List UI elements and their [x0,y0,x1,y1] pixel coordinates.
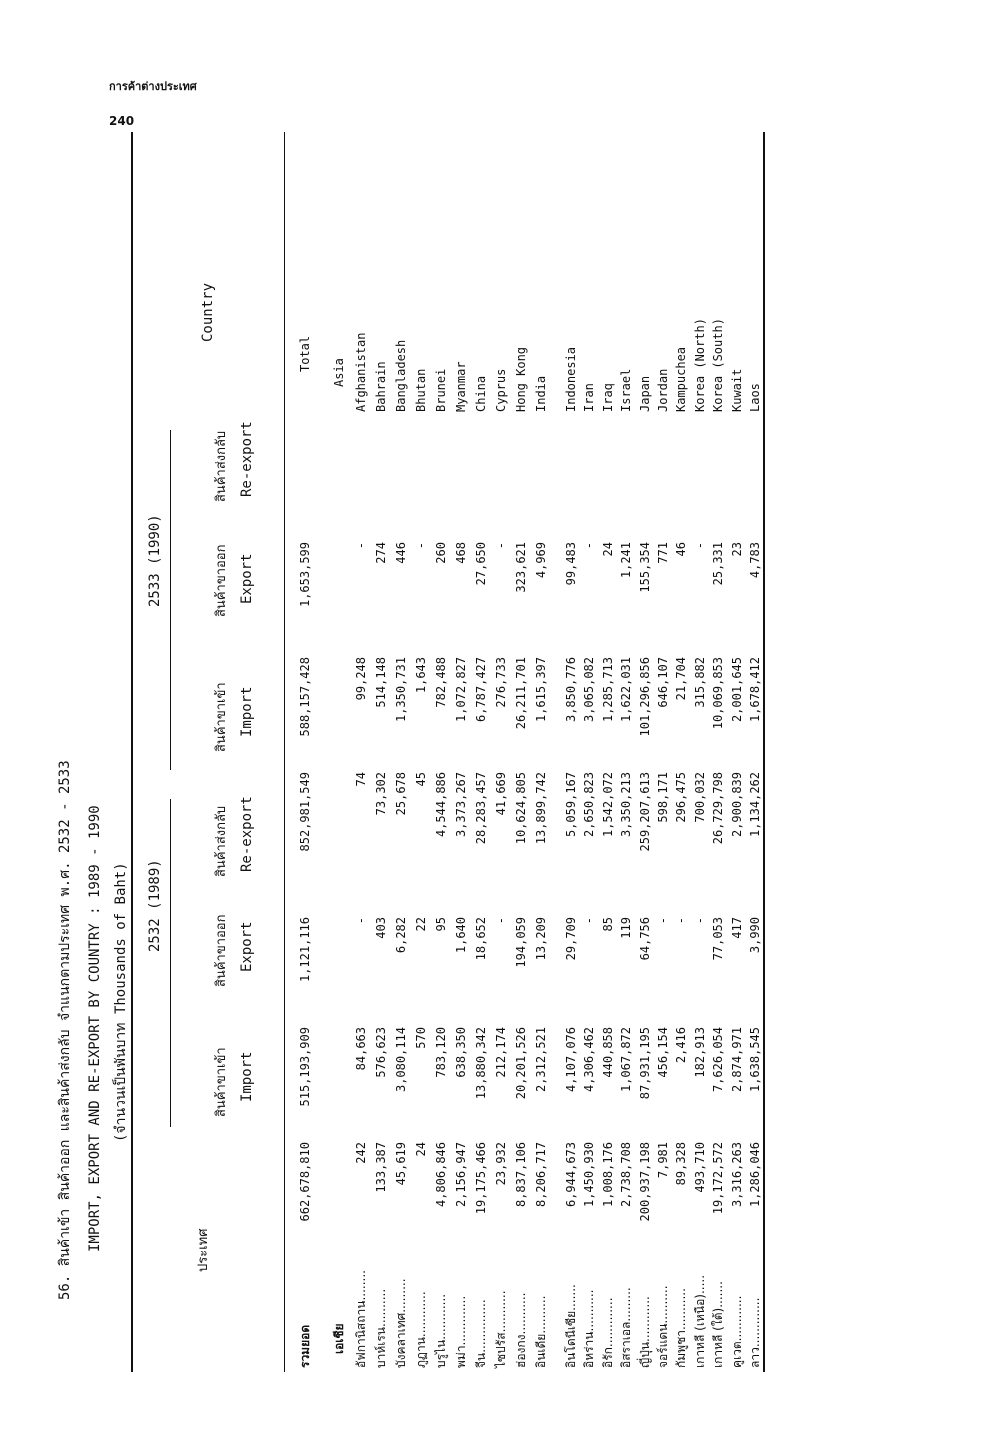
table-cell: 646,107 [656,657,670,708]
table-cell: 4,969 [534,542,548,579]
table-cell: 155,354 [637,542,652,593]
table-cell: - [414,542,428,550]
table-cell: 41,669 [494,772,508,816]
table-cell: 13,899,742 [534,772,548,845]
table-cell: 2,001,645 [729,657,744,723]
table-cell: 782,488 [434,657,448,708]
table-unit-note: (จำนวนเป็นพันบาท Thousands of Baht) [113,862,129,1142]
table-cell: 28,283,457 [474,772,488,845]
table-cell: 2,900,839 [729,772,744,838]
table-cell: 6,282 [394,917,408,954]
table-cell: 3,373,267 [454,772,468,838]
table-cell: - [582,542,597,550]
table-cell: 4,306,462 [582,1027,597,1093]
table-cell: 20,201,526 [514,1027,528,1100]
table-cell: 3,350,213 [619,772,634,838]
table-cell: 515,193,909 [298,1027,312,1107]
table-cell: 1,638,545 [748,1027,762,1093]
table-cell: 1,285,713 [600,657,615,723]
country-name-thai: จีน.............. [474,1299,488,1368]
country-name-thai: ลาว............. [748,1297,762,1368]
table-cell: 19,172,572 [711,1142,726,1215]
table-cell: 84,663 [354,1027,368,1071]
table-cell: 403 [374,917,388,939]
table-cell: 6,787,427 [474,657,488,723]
table-cell: 260 [434,542,448,564]
table-cell: 7,626,054 [711,1027,726,1093]
table-cell: 25,331 [711,542,726,586]
table-cell: 2,650,823 [582,772,597,838]
export-1990-thai: สินค้าขาออก [214,544,229,617]
country-name-english: Kuwait [729,368,744,412]
table-cell: 24 [600,542,615,557]
country-name-thai: ญี่ปุ่น............ [637,1296,652,1368]
table-cell: 87,931,195 [637,1027,652,1100]
table-cell: - [656,917,670,925]
table-cell: - [354,542,368,550]
table-cell: 638,350 [454,1027,468,1078]
table-cell: 26,729,798 [711,772,726,845]
country-name-thai: เอเชีย [332,1323,346,1354]
year-1989-header: 2532 (1989) [147,859,163,952]
reexport-1989-en: Re-export [239,796,255,872]
table-cell: 315,882 [692,657,707,708]
table-cell: - [494,917,508,925]
table-cell: 89,328 [674,1142,689,1186]
table-cell: 24 [414,1142,428,1157]
table-cell: 1,640 [454,917,468,954]
country-name-thai: ภูฏาน............ [414,1291,428,1368]
table-cell: 46 [674,542,689,557]
country-name-thai: ฮ่องกง........... [514,1292,528,1368]
country-name-english: Bahrain [374,361,388,412]
table-cell: 19,175,466 [474,1142,488,1215]
table-cell: - [692,542,707,550]
country-name-thai: ไซปรัส........... [494,1290,508,1368]
table-cell: 4,544,886 [434,772,448,838]
table-cell: 22 [414,917,428,932]
table-cell: 45 [414,772,428,787]
export-1990-en: Export [239,553,255,604]
country-name-english: Bhutan [414,368,428,412]
table-cell: 1,643 [414,657,428,694]
export-1989-thai: สินค้าขาออก [214,914,229,987]
country-name-thai: บาห์เรน.......... [374,1288,388,1368]
table-cell: 570 [414,1027,428,1049]
table-cell: - [354,917,368,925]
table-cell: 242 [354,1142,368,1164]
table-cell: 446 [394,542,408,564]
country-name-english: Bangladesh [394,339,408,412]
table-cell: 440,858 [600,1027,615,1078]
table-cell: 18,652 [474,917,488,961]
table-cell: 10,069,853 [711,657,726,730]
year-1990-rule [170,430,171,770]
table-cell: 1,286,046 [748,1142,762,1208]
country-name-thai: รวมยอด [298,1324,312,1368]
table-cell: 2,874,971 [729,1027,744,1093]
country-name-english: Afghanistan [354,332,368,412]
table-cell: 74 [354,772,368,787]
table-cell: 1,121,116 [298,917,312,983]
table-title-english: IMPORT, EXPORT AND RE-EXPORT BY COUNTRY : 1989 - 1990 [87,805,103,1252]
table-cell: 468 [454,542,468,564]
table-cell: 274 [374,542,388,564]
table-cell: 1,008,176 [600,1142,615,1208]
country-name-english: Kampuchea [674,346,689,412]
import-1990-en: Import [239,686,255,737]
table-cell: 1,615,397 [534,657,548,723]
table-cell: 1,134,262 [748,772,762,838]
country-name-thai: อัฟกานิสถาน........ [354,1270,368,1368]
reexport-1989-thai: สินค้าส่งกลับ [214,805,229,877]
table-cell: 99,483 [564,542,578,586]
country-name-thai: อิสราเอล......... [619,1287,634,1368]
table-cell: 3,065,082 [582,657,597,723]
table-cell: 588,157,428 [298,657,312,737]
table-cell: 133,387 [374,1142,388,1193]
table-cell: 852,981,549 [298,772,312,852]
country-name-thai: กัมพูชา........... [674,1288,689,1368]
country-name-english: Japan [637,375,652,412]
table-cell: 13,209 [534,917,548,961]
country-name-thai: เกาหลี (เหนือ)..... [692,1274,707,1368]
table-cell: 1,067,872 [619,1027,634,1093]
country-name-english: Jordan [656,368,670,412]
country-name-thai: อิรัก............. [600,1297,615,1368]
country-name-english: Israel [619,368,634,412]
table-cell: 23 [729,542,744,557]
table-cell: 3,990 [748,917,762,954]
table-cell: 276,733 [494,657,508,708]
year-1989-rule [170,799,171,1127]
country-name-english: Korea (South) [711,318,726,412]
table-cell: 45,619 [394,1142,408,1186]
table-cell: 5,059,167 [564,772,578,838]
table-cell: 99,248 [354,657,368,701]
table-cell: 323,621 [514,542,528,593]
import-1989-en: Import [239,1051,255,1102]
table-cell: 25,678 [394,772,408,816]
table-cell: 212,174 [494,1027,508,1078]
country-name-english: Laos [748,383,762,412]
table-cell: 101,296,856 [637,657,652,737]
table-cell: 23,932 [494,1142,508,1186]
country-name-thai: พม่า............. [454,1295,468,1368]
country-name-english: Cyprus [494,368,508,412]
table-cell: 1,450,930 [582,1142,597,1208]
year-1990-header: 2533 (1990) [147,514,163,607]
country-name-english: Indonesia [564,346,578,412]
table-cell: 1,241 [619,542,634,579]
country-name-thai: จอร์แดน.......... [656,1285,670,1368]
country-name-english: Asia [332,358,346,387]
country-name-thai: บรูไน............ [434,1293,448,1368]
country-name-thai: เกาหลี (ใต้)....... [711,1281,726,1368]
country-name-english: Iraq [600,383,615,412]
table-cell: 119 [619,917,634,939]
col-header-country-thai: ประเทศ [196,1228,211,1272]
table-cell: 3,316,263 [729,1142,744,1208]
country-name-english: Iran [582,383,597,412]
table-title-thai: 56. สินค้าเข้า สินค้าออก และสินค้าส่งกลับ จำแนกตามประเทศ พ.ศ. 2532 - 2533 [57,760,73,1300]
table-cell: 1,072,827 [454,657,468,723]
table-cell: - [582,917,597,925]
page-number: 240 [109,114,135,128]
rotated-table-page [35,132,800,1372]
country-name-thai: คูเวต............ [729,1295,744,1368]
table-cell: 4,107,076 [564,1027,578,1093]
country-name-english: China [474,375,488,412]
table-cell: 576,623 [374,1027,388,1078]
table-cell: 29,709 [564,917,578,961]
table-cell: 182,913 [692,1027,707,1078]
col-header-country-english: Country [200,282,216,342]
table-cell: 1,678,412 [748,657,762,723]
table-cell: 8,206,717 [534,1142,548,1208]
country-name-thai: อิหร่าน........... [582,1289,597,1368]
table-cell: 1,350,731 [394,657,408,723]
import-1989-thai: สินค้าขาเข้า [214,1047,229,1117]
table-cell: 21,704 [674,657,689,701]
table-cell: 598,171 [656,772,670,823]
table-cell: 3,080,114 [394,1027,408,1093]
table-cell: 783,120 [434,1027,448,1078]
table-cell: - [692,917,707,925]
table-cell: 417 [729,917,744,939]
reexport-1990-en: Re-export [239,421,255,497]
table-cell: 27,650 [474,542,488,586]
table-cell: 2,738,708 [619,1142,634,1208]
table-cell: 296,475 [674,772,689,823]
country-name-thai: บังคลาเทศ......... [394,1278,408,1368]
country-name-english: India [534,375,548,412]
table-cell: 3,850,776 [564,657,578,723]
table-cell: 200,937,198 [637,1142,652,1222]
table-cell: 2,312,521 [534,1027,548,1093]
table-cell: 4,783 [748,542,762,579]
table-cell: 85 [600,917,615,932]
table-cell: 64,756 [637,917,652,961]
table-cell: 8,837,106 [514,1142,528,1208]
table-cell: 73,302 [374,772,388,816]
table-cell: 26,211,701 [514,657,528,730]
header-rule [284,132,285,1372]
section-title: การค้าต่างประเทศ [109,80,197,93]
table-cell: 7,981 [656,1142,670,1179]
table-cell: 13,880,342 [474,1027,488,1100]
import-1990-thai: สินค้าขาเข้า [214,682,229,752]
table-cell: 456,154 [656,1027,670,1078]
country-name-english: Total [298,335,312,372]
table-cell: 194,059 [514,917,528,968]
table-cell: 771 [656,542,670,564]
table-cell: 2,416 [674,1027,689,1064]
table-cell: - [494,542,508,550]
table-cell: 514,148 [374,657,388,708]
table-top-rule [131,132,133,1372]
country-name-english: Korea (North) [692,318,707,412]
table-cell: 95 [434,917,448,932]
table-cell: 2,156,947 [454,1142,468,1208]
country-name-english: Brunei [434,368,448,412]
table-cell: 6,944,673 [564,1142,578,1208]
country-name-english: Hong Kong [514,346,528,412]
country-name-english: Myanmar [454,361,468,412]
table-cell: 259,207,613 [637,772,652,852]
table-cell: 77,053 [711,917,726,961]
table-cell: 10,624,805 [514,772,528,845]
export-1989-en: Export [239,921,255,972]
reexport-1990-thai: สินค้าส่งกลับ [214,430,229,502]
table-cell: - [674,917,689,925]
country-name-thai: อินโดนีเซีย....... [564,1284,578,1368]
table-cell: 1,622,031 [619,657,634,723]
table-cell: 1,653,599 [298,542,312,608]
table-cell: 493,710 [692,1142,707,1193]
table-cell: 4,806,846 [434,1142,448,1208]
table-cell: 662,678,810 [298,1142,312,1222]
country-name-thai: อินเดีย.......... [534,1295,548,1368]
table-cell: 1,542,072 [600,772,615,838]
table-cell: 700,032 [692,772,707,823]
